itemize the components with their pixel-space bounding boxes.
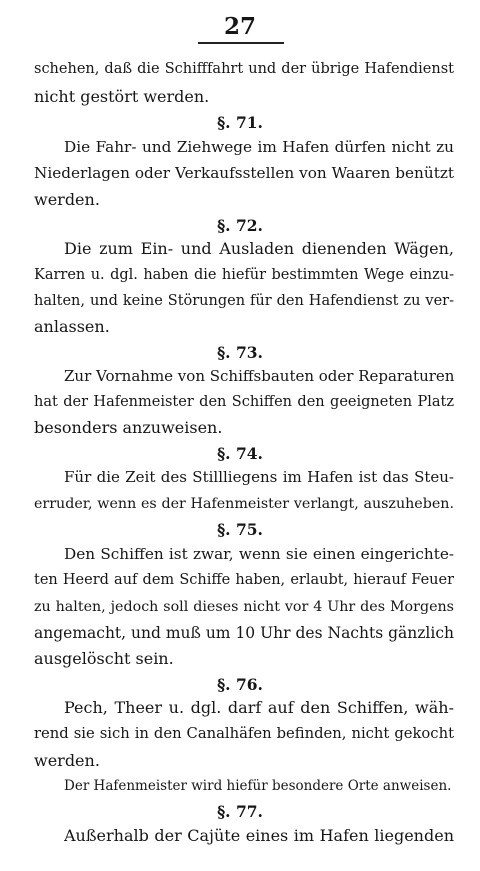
section-heading: §. 74. [217,444,263,463]
section-heading: §. 72. [217,216,263,235]
text-line: Pech, Theer u. dgl. darf auf den Schiffen, wäh- [64,698,454,717]
text-line: zu halten, jedoch soll dieses nicht vor 4 Uhr des Morgens [34,599,454,615]
text-line: Die Fahr- und Ziehwege im Hafen dürfen nicht zu [64,138,454,156]
text-line: angemacht, und muß um 10 Uhr des Nachts gänzlich [34,624,454,642]
text-line: Zur Vornahme von Schiffsbauten oder Reparaturen [64,367,454,385]
text-line: anlassen. [34,317,110,336]
section-heading: §. 76. [217,675,263,694]
text-line: Außerhalb der Cajüte eines im Hafen liegenden [64,826,454,845]
text-line: ausgelöscht sein. [34,649,174,668]
text-line: Für die Zeit des Stillliegens im Hafen ist das Steu- [64,468,454,486]
text-line: Die zum Ein- und Ausladen dienenden Wägen, [64,239,454,258]
header-rule [198,42,284,44]
section-heading: §. 71. [217,113,263,132]
text-line: erruder, wenn es der Hafenmeister verlangt, auszuheben. [34,496,454,512]
text-line: Karren u. dgl. haben die hiefür bestimmten Wege einzu- [34,267,454,283]
text-line: ten Heerd auf dem Schiffe haben, erlaubt, hierauf Feuer [34,572,454,588]
text-line: besonders anzuweisen. [34,418,223,437]
text-line: Der Hafenmeister wird hiefür besondere Orte anweisen. [64,778,452,794]
page-number: 27 [223,13,256,40]
text-line: Niederlagen oder Verkaufsstellen von Waaren benützt [34,164,454,182]
text-line: hat der Hafenmeister den Schiffen den geeigneten Platz [34,394,454,410]
text-line: werden. [34,190,100,209]
section-heading: §. 77. [217,802,263,821]
text-line: Den Schiffen ist zwar, wenn sie einen eingerichte- [64,545,454,563]
text-line: halten, und keine Störungen für den Hafendienst zu ver- [34,293,454,309]
text-line: werden. [34,751,100,770]
text-line: nicht gestört werden. [34,87,210,106]
section-heading: §. 75. [217,520,263,539]
text-line: rend sie sich in den Canalhäfen befinden, nicht gekocht [34,725,454,742]
text-line: schehen, daß die Schifffahrt und der übrige Hafendienst [34,61,454,77]
section-heading: §. 73. [217,343,263,362]
